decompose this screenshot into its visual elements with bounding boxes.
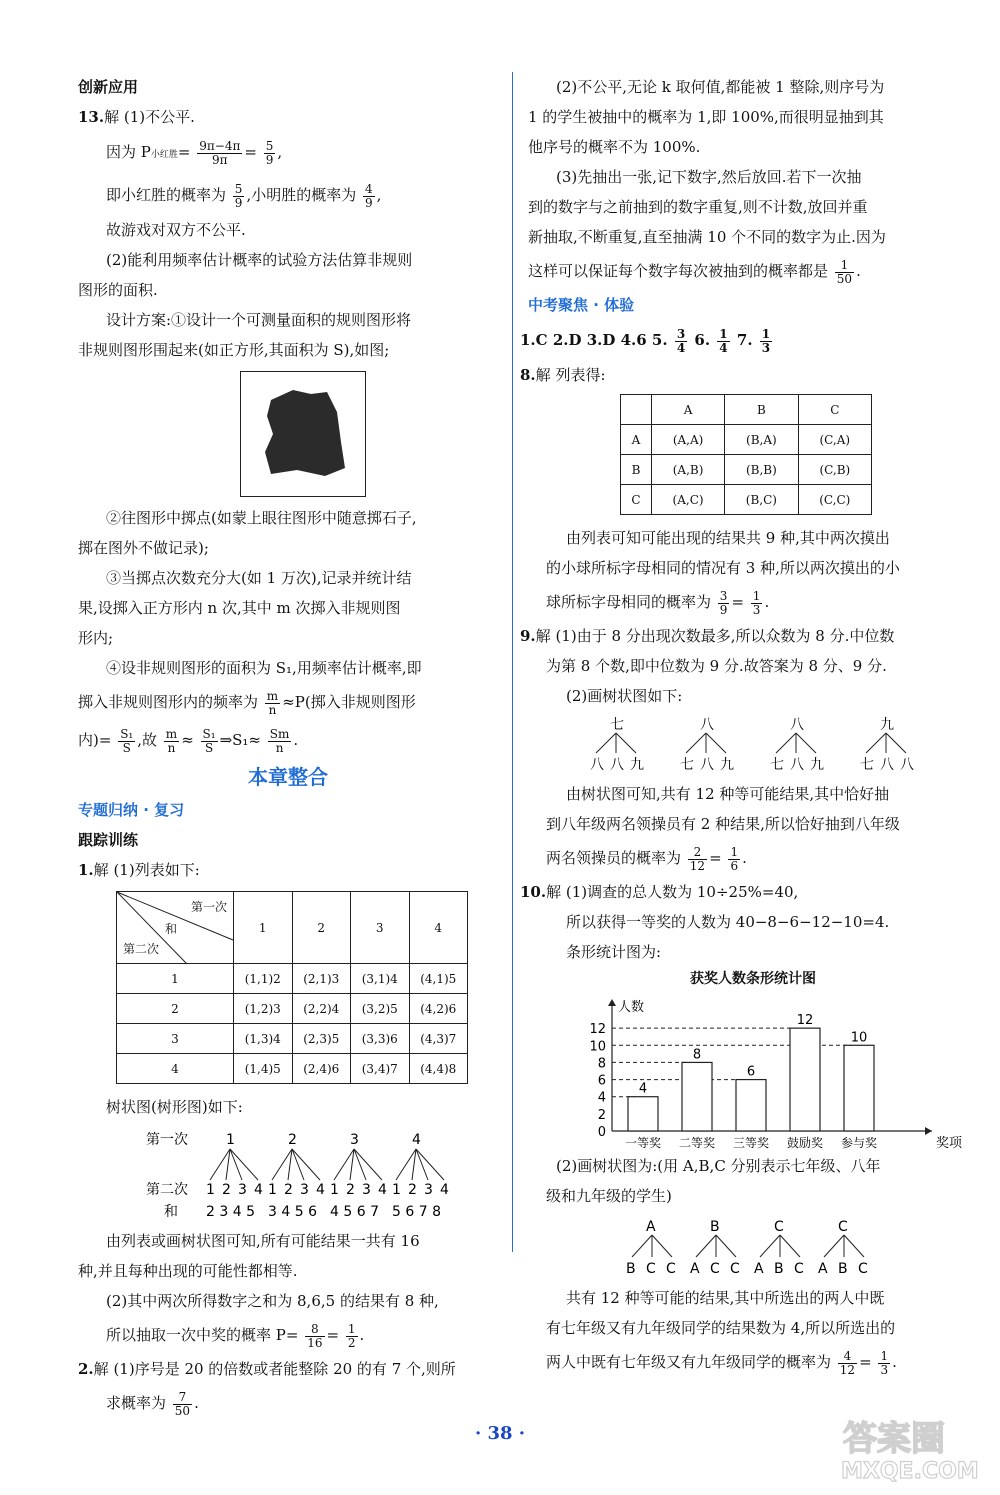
svg-text:答案圈: 答案圈 (843, 1419, 945, 1459)
tree-branch (354, 1149, 382, 1180)
q13-line: 解 (1)不公平. (104, 108, 195, 126)
tree-leaf: A (690, 1261, 700, 1277)
q1-line-2: 树状图(树形图)如下: (106, 1098, 243, 1116)
q10-line-3: 条形统计图为: (566, 943, 662, 961)
fraction: $\frac{m}{n}$ (165, 726, 178, 755)
bar (682, 1062, 712, 1131)
tree-leaf: 八 (880, 757, 894, 773)
table-row: 3 (1,3)4 (2,3)5 (3,3)6 (4,3)7 (117, 1024, 468, 1054)
q1-line-3: 由列表或画树状图可知,所有可能结果一共有 16 (106, 1232, 420, 1250)
fraction: $\frac{1}{2}$ (347, 1321, 356, 1350)
tree-leaf: 九 (630, 757, 644, 773)
q1-line-6: 所以抽取一次中奖的概率 P= $\frac{8}{16}$ = $\frac{1}{2}$ . (106, 1321, 365, 1350)
y-tick-label: 2 (597, 1107, 606, 1123)
tree-branch (616, 733, 636, 753)
tree-root: 八 (700, 717, 714, 733)
q9-line-3: (2)画树状图如下: (566, 687, 683, 705)
tree-leaf: 九 (720, 757, 734, 773)
col-header: 2 (292, 892, 351, 964)
tree-branch (844, 1235, 864, 1257)
q13-line-14: ④设非规则图形的面积为 S₁,用频率估计概率,即 (106, 659, 422, 677)
q13-line-4: 故游戏对双方不公平. (106, 221, 246, 239)
tree-branch (596, 733, 616, 753)
tree-label-sum: 和 (164, 1204, 178, 1220)
y-tick-label: 6 (597, 1073, 606, 1089)
q13-line-10: 掷在图外不做记录); (78, 539, 209, 557)
y-tick-label: 0 (597, 1125, 606, 1140)
tree-root: 3 (350, 1132, 359, 1148)
tree-root: 七 (610, 717, 624, 733)
q8-line-4: 球所标字母相同的概率为 $\frac{3}{9}$ = $\frac{1}{3}$ . (546, 588, 770, 617)
tree-branch (796, 733, 816, 753)
x-tick-label: 一等奖 (624, 1136, 662, 1150)
r-line-4: (3)先抽出一张,记下数字,然后放回.若下一次抽 (556, 168, 862, 186)
fraction: $\frac{1}{50}$ (836, 257, 853, 286)
fraction: $\frac{5}{9}$ (265, 138, 274, 167)
tree-sum: 3 4 5 6 (268, 1204, 317, 1220)
tree-leaf: 2 (284, 1182, 293, 1198)
tree-root: 4 (412, 1132, 421, 1148)
tree-leaf: 八 (590, 757, 604, 773)
q8-number: 8. (520, 366, 536, 384)
x-axis-label: 奖项 (936, 1136, 963, 1151)
tree-branch (354, 1149, 366, 1180)
r-line-1: (2)不公平,无论 k 取何值,都能被 1 整除,则序号为 (556, 78, 885, 96)
fraction: $\frac{m}{n}$ (266, 688, 279, 717)
q13-line-5: (2)能利用频率估计概率的试验方法估算非规则 (106, 251, 413, 269)
tree-leaf: C (730, 1261, 740, 1277)
col-header: 1 (234, 892, 293, 964)
svg-text:MXQE.COM: MXQE.COM (841, 1459, 979, 1484)
tree-label-first: 第一次 (146, 1132, 188, 1148)
tree-leaf: 九 (810, 757, 824, 773)
tree-leaf: A (754, 1261, 764, 1277)
r-line-7: 这样可以保证每个数字每次被抽到的概率都是 $\frac{1}{50}$ . (528, 257, 861, 286)
r-line-2: 1 的学生被抽中的概率为 1,即 100%,而很明显抽到其 (528, 108, 884, 126)
column-divider (512, 72, 513, 1252)
y-tick-label: 12 (589, 1022, 606, 1038)
q1-line-1: 解 (1)列表如下: (93, 861, 200, 879)
tree-sum: 2 3 4 5 (206, 1204, 255, 1220)
chart-title: 获奖人数条形统计图 (690, 971, 816, 987)
q13-line-15: 掷入非规则图形内的频率为 $\frac{m}{n}$ ≈P(掷入非规则图形 (78, 688, 416, 717)
q9-line-5: 到八年级两名领操员有 2 种结果,所以恰好抽到八年级 (546, 815, 900, 833)
table-corner-cell (117, 892, 234, 964)
q1-line-5: (2)其中两次所得数字之和为 8,6,5 的结果有 8 种, (106, 1292, 439, 1310)
x-tick-label: 参与奖 (840, 1136, 878, 1150)
bar (790, 1028, 820, 1131)
col-header: B (725, 395, 798, 425)
tree-branch (686, 733, 706, 753)
right-column (520, 72, 963, 1381)
tree-leaf: 3 (362, 1182, 371, 1198)
tree-branch (776, 733, 796, 753)
tree-branch (292, 1149, 320, 1180)
tree-leaf: 1 (206, 1182, 215, 1198)
q8-line-1: 解 列表得: (535, 366, 606, 384)
tree-branch (632, 1235, 652, 1257)
y-tick-label: 4 (597, 1090, 606, 1106)
fraction: $\frac{3}{9}$ (719, 588, 728, 617)
tree-leaf: 4 (378, 1182, 387, 1198)
tree-branch (760, 1235, 780, 1257)
q1-table (116, 891, 468, 1084)
q9-line-2: 为第 8 个数,即中位数为 9 分.故答案为 8 分、9 分. (546, 657, 887, 675)
fraction: $\frac{9\pi-4\pi}{9\pi}$ (199, 138, 241, 167)
tree-leaf: 八 (790, 757, 804, 773)
tree-leaf: 4 (254, 1182, 263, 1198)
q1-number: 1. (78, 861, 94, 879)
tree-root: 九 (880, 717, 894, 733)
q13-number: 13. (78, 108, 105, 126)
fraction: $\frac{7}{50}$ (174, 1389, 191, 1418)
tree-leaf: 1 (330, 1182, 339, 1198)
tree-leaf: 1 (268, 1182, 277, 1198)
tree-branch (886, 733, 906, 753)
tree-branch (716, 1235, 736, 1257)
q13-line-6: 图形的面积. (78, 281, 158, 299)
y-tick-label: 8 (597, 1056, 606, 1072)
fraction: $\frac{8}{16}$ (307, 1321, 323, 1350)
tree-branch (416, 1149, 444, 1180)
col-header: A (652, 395, 725, 425)
tree-branch (866, 733, 886, 753)
col-header: 3 (351, 892, 410, 964)
q10-line-7: 有七年级又有九年级同学的结果数为 4,所以所选出的 (546, 1319, 896, 1337)
tree-root: C (774, 1219, 784, 1235)
q13-line-11: ③当掷点次数充分大(如 1 万次),记录并统计结 (106, 569, 412, 587)
tree-root: C (838, 1219, 848, 1235)
tree-sum: 5 6 7 8 (392, 1204, 441, 1220)
tree-branch (780, 1235, 800, 1257)
page-number: · 38 · (474, 1423, 526, 1444)
r-line-5: 到的数字与之前抽到的数字重复,则不计数,放回并重 (528, 198, 868, 216)
bar (844, 1045, 874, 1131)
tree-leaf: 4 (316, 1182, 325, 1198)
q10-line-1: 解 (1)调查的总人数为 10÷25%=40, (546, 883, 799, 901)
corner-bottom-label: 第二次 (123, 942, 160, 956)
table-row: 4 (1,4)5 (2,4)6 (3,4)7 (4,4)8 (117, 1054, 468, 1084)
tree-leaf: 八 (900, 757, 914, 773)
fraction: $\frac{5}{9}$ (234, 181, 243, 210)
q10-line-4: (2)画树状图为:(用 A,B,C 分别表示七年级、八年 (556, 1157, 881, 1175)
tree-leaf: 七 (680, 757, 694, 773)
tree-branch (416, 1149, 428, 1180)
q1-tree-diagram (78, 1122, 498, 1222)
q10-number: 10. (520, 883, 547, 901)
subsection-heading-2: 跟踪训练 (78, 831, 139, 849)
fraction: $\frac{1}{4}$ (719, 326, 728, 355)
bar-value-label: 8 (692, 1047, 702, 1063)
corner-mid-label: 和 (165, 922, 178, 936)
table-corner-cell (621, 395, 652, 425)
table-row: C (A,C) (B,C) (C,C) (621, 485, 872, 515)
tree-root: 2 (288, 1132, 297, 1148)
fraction: $\frac{Sm}{n}$ (269, 726, 290, 755)
q10-line-5: 级和九年级的学生) (546, 1187, 672, 1205)
x-tick-label: 二等奖 (678, 1136, 716, 1150)
tree-leaf: C (666, 1261, 676, 1277)
r-line-6: 新抽取,不断重复,直至抽满 10 个不同的数字为止.因为 (528, 228, 886, 246)
x-axis-arrow-icon (925, 1127, 932, 1135)
tree-leaf: 七 (770, 757, 784, 773)
tree-leaf: 2 (222, 1182, 231, 1198)
bar-value-label: 6 (746, 1064, 756, 1080)
tree-leaf: C (794, 1261, 804, 1277)
q9-line-6: 两名领操员的概率为 $\frac{2}{12}$ = $\frac{1}{6}$ . (546, 844, 747, 873)
q10-line-6: 共有 12 种等可能的结果,其中所选出的两人中既 (566, 1289, 885, 1307)
irregular-shape-icon (241, 372, 365, 496)
q13-line-3: 即小红胜的概率为 $\frac{5}{9}$ ,小明胜的概率为 $\frac{4}{9}$ , (106, 181, 382, 210)
x-tick-label: 三等奖 (732, 1136, 770, 1150)
tree-leaf: 3 (238, 1182, 247, 1198)
q9-line-1: 解 (1)由于 8 分出现次数最多,所以众数为 8 分.中位数 (535, 627, 895, 645)
tree-branch (706, 733, 726, 753)
fraction: $\frac{2}{12}$ (689, 844, 706, 873)
q13-line-9: ②往图形中掷点(如蒙上眼往图形中随意掷石子, (106, 509, 417, 527)
fraction: $\frac{4}{9}$ (365, 181, 373, 210)
tree-leaf: A (818, 1261, 828, 1277)
tree-leaf: 1 (392, 1182, 401, 1198)
tree-label-second: 第二次 (146, 1182, 188, 1198)
subsection-heading: 专题归纳 · 复习 (78, 801, 185, 819)
q9-number: 9. (520, 627, 536, 645)
bar (736, 1080, 766, 1131)
tree-branch (696, 1235, 716, 1257)
tree-branch (824, 1235, 844, 1257)
tree-leaf: B (838, 1261, 848, 1277)
q13-line-12: 果,设掷入正方形内 n 次,其中 m 次掷入非规则图 (78, 599, 401, 617)
q1-line-4: 种,并且每种出现的可能性都相等. (78, 1262, 298, 1280)
fraction: $\frac{1}{3}$ (880, 1348, 889, 1377)
tree-leaf: 4 (440, 1182, 449, 1198)
tree-root: 八 (790, 717, 804, 733)
q13-line-8: 非规则图形围起来(如正方形,其面积为 S),如图; (78, 341, 390, 359)
tree-leaf: C (710, 1261, 720, 1277)
tree-leaf: 八 (610, 757, 624, 773)
fraction: $\frac{4}{12}$ (839, 1348, 856, 1377)
q8-table (620, 394, 872, 515)
tree-branch (652, 1235, 672, 1257)
tree-sum: 4 5 6 7 (330, 1204, 379, 1220)
fraction: $\frac{\text{S₁}}{S}$ (120, 726, 134, 755)
left-column (78, 72, 498, 1422)
bar-value-label: 12 (796, 1013, 814, 1029)
q10-line-8: 两人中既有七年级又有九年级同学的概率为 $\frac{4}{12}$ = $\frac{1}{3}$ . (546, 1348, 897, 1377)
tree-leaf: 2 (408, 1182, 417, 1198)
y-axis-label: 人数 (618, 1000, 645, 1015)
q13-line-13: 形内; (78, 629, 114, 647)
y-tick-label: 10 (589, 1039, 606, 1055)
table-row: 1 (1,1)2 (2,1)3 (3,1)4 (4,1)5 (117, 964, 468, 994)
tree-leaf: C (646, 1261, 656, 1277)
chapter-title: 本章整合 (248, 765, 328, 789)
fraction: $\frac{1}{3}$ (752, 588, 761, 617)
y-axis-arrow-icon (608, 999, 616, 1006)
q10-line-2: 所以获得一等奖的人数为 40−8−6−12−10=4. (566, 913, 890, 931)
q9-tree-diagram (528, 711, 948, 775)
q9-line-4: 由树状图可知,共有 12 种等可能结果,其中恰好抽 (566, 785, 890, 803)
tree-leaf: 2 (346, 1182, 355, 1198)
bar-value-label: 10 (850, 1030, 868, 1046)
short-answers: 1.C 2.D 3.D 4.6 5. $\frac{3}{4}$ 6. $\frac{1}{4}$ 7. $\frac{1}{3}$ (520, 326, 771, 355)
tree-root: B (710, 1219, 720, 1235)
table-row: 2 (1,2)3 (2,2)4 (3,2)5 (4,2)6 (117, 994, 468, 1024)
q2-line-2: 求概率为 $\frac{7}{50}$ . (106, 1389, 199, 1418)
bar-chart (528, 991, 963, 1151)
q13-line-2: 因为 P小红胜= $\frac{9\pi-4\pi}{9\pi}$ = $\frac{5}{9}$ , (106, 138, 283, 167)
table-row: B (A,B) (B,B) (C,B) (621, 455, 872, 485)
tree-leaf: 八 (700, 757, 714, 773)
r-line-3: 他序号的概率不为 100%. (528, 138, 701, 156)
tree-leaf: 3 (300, 1182, 309, 1198)
fraction: $\frac{\text{S₁}}{S}$ (202, 726, 216, 755)
subsection-heading-3: 中考聚焦 · 体验 (528, 296, 635, 314)
tree-leaf: B (774, 1261, 784, 1277)
section-heading: 创新应用 (78, 78, 139, 96)
tree-branch (292, 1149, 304, 1180)
q2-line-1: 解 (1)序号是 20 的倍数或者能整除 20 的有 7 个,则所 (93, 1360, 456, 1378)
fraction: $\frac{3}{4}$ (676, 326, 686, 355)
tree-branch (230, 1149, 242, 1180)
q10-tree-diagram (528, 1211, 948, 1279)
tree-branch (230, 1149, 258, 1180)
tree-leaf: C (858, 1261, 868, 1277)
q13-line-16: 内)= $\frac{\text{S₁}}{S}$ ,故 $\frac{m}{n}$ ≈ $\frac{\text{S₁}}{S}$ ⇒S₁≈ $\frac{Sm}{n}$ . (78, 726, 299, 755)
q8-line-3: 的小球所标字母相同的情况有 3 种,所以两次摸出的小 (546, 559, 900, 577)
q13-line-7: 设计方案:①设计一个可测量面积的规则图形将 (106, 311, 412, 329)
q2-number: 2. (78, 1360, 94, 1378)
col-header: 4 (409, 892, 468, 964)
corner-top-label: 第一次 (190, 900, 227, 914)
fraction: $\frac{1}{6}$ (730, 844, 739, 873)
tree-leaf: 七 (860, 757, 874, 773)
x-tick-label: 鼓励奖 (786, 1136, 824, 1150)
tree-root: 1 (226, 1132, 235, 1148)
tree-root: A (646, 1219, 656, 1235)
tree-leaf: 3 (424, 1182, 433, 1198)
fraction: $\frac{1}{3}$ (761, 326, 771, 355)
bar (628, 1097, 658, 1131)
irregular-figure (240, 371, 366, 497)
bar-value-label: 4 (638, 1081, 648, 1097)
tree-leaf: B (626, 1261, 636, 1277)
table-row: A (A,A) (B,A) (C,A) (621, 425, 872, 455)
col-header: C (798, 395, 871, 425)
watermark-logo (835, 1410, 990, 1485)
q8-line-2: 由列表可知可能出现的结果共 9 种,其中两次摸出 (566, 529, 890, 547)
